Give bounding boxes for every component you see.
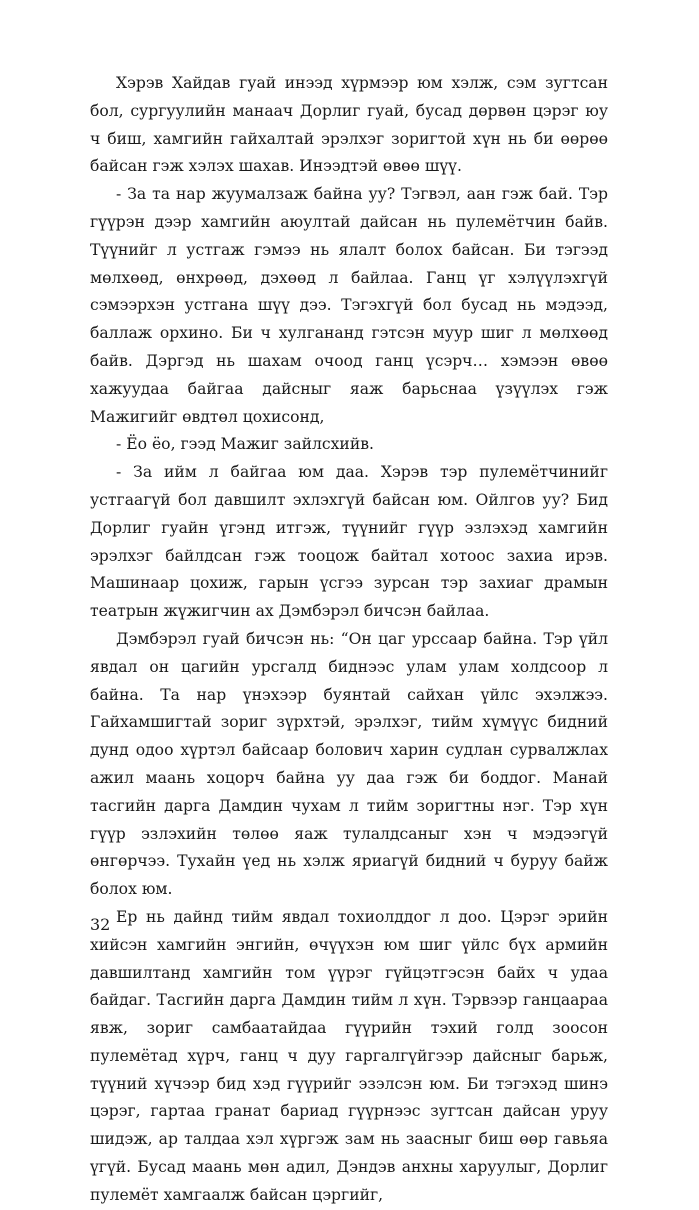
paragraph-5: Дэмбэрэл гуай бичсэн нь: “Он цаг урссаар байна. Тэр үйл явдал он цагийн урсгалд биднээс улам улам холдсоор л байна. Та нар үнэхээр буянтай сайхан үйлс эхэлжээ. Гайхамшигтай зориг зүрхтэй, эрэлхэг, тийм хүмүүс бидний дунд одоо хүртэл байсаар болович харин судлан сурвалжлах ажил маань хоцорч байна уу даа гэж би боддог. Манай тасгийн дарга Дамдин чухам л тийм зоригтны нэг. Тэр хүн гүүр эзлэхийн төлөө яаж тулалдсаныг хэн ч мэдээгүй өнгөрчээ. Тухайн үед нь хэлж яриагүй бидний ч буруу байж болох юм. <box>90 629 608 899</box>
paragraph-1: Хэрэв Хайдав гуай инээд хүрмээр юм хэлж, сэм зугтсан бол, сургуулийн манаач Дорлиг гуай, бусад дөрвөн цэрэг юу ч биш, хамгийн гайхалтай эрэлхэг зоригтой хүн нь би өөрөө байсан гэж хэлэх шахав. Инээдтэй өвөө шүү. <box>90 74 608 176</box>
paragraph-6: Ер нь дайнд тийм явдал тохиолддог л доо. Цэрэг эрийн хийсэн хамгийн энгийн, өчүүхэн юм шиг үйлс бүх армийн давшилтанд хамгийн том үүрэг гүйцэтгэсэн байх ч удаа байдаг. Тасгийн дарга Дамдин тийм л хүн. Тэрвээр ганцаараа явж, зориг самбаатайдаа гүүрийн тэхий голд зоосон пулемётад хүрч, ганц ч дуу гаргалгүйгээр дайсныг барьж, түүний хүчээр бид хэд гүүрийг эзэлсэн юм. Би тэгэхэд шинэ цэрэг, гартаа гранат бариад гүүрнээс зугтсан дайсан уруу шидэж, ар талдаа хэл хүргэж зам нь заасныг биш өөр гавьяа үгүй. Бусад маань мөн адил, Дэндэв анхны харуулыг, Дорлиг пулемёт хамгаалж байсан цэргийг, <box>90 907 608 1204</box>
paragraph-3: - Ёо ёо, гээд Мажиг зайлсхийв. <box>116 435 374 454</box>
page-number: 32 <box>90 915 111 934</box>
paragraph-2: - За та нар жуумалзаж байна уу? Тэгвэл, аан гэж бай. Тэр гүүрэн дээр хамгийн аюултай дайсан нь пулемётчин байв. Түүнийг л устгаж гэмээ нь ялалт болох байсан. Би тэгээд мөлхөөд, өнхрөөд, дэхөөд л байлаа. Ганц үг хэлүүлэхгүй сэмээрхэн устгана шүү дээ. Тэгэхгүй бол бусад нь мэдээд, баллаж орхино. Би ч хулгананд гэтсэн муур шиг л мөлхөөд байв. Дэргэд нь шахам очоод ганц үсэрч… хэмээн өвөө хажуудаа байгаа дайсныг яаж барьснаа үзүүлэх гэж Мажигийг өвдтөл цохисонд, <box>90 185 608 426</box>
body-text <box>90 70 608 1210</box>
paragraph-4: - За ийм л байгаа юм даа. Хэрэв тэр пулемётчинийг устгаагүй бол давшилт эхлэхгүй байсан юм. Ойлгов уу? Бид Дорлиг гуайн үгэнд итгэж, түүнийг гүүр эзлэхэд хамгийн эрэлхэг байлдсан гэж тооцож байтал хотоос захиа ирэв. Машинаар цохиж, гарын үсгээ зурсан тэр захиаг драмын театрын жүжигчин ах Дэмбэрэл бичсэн байлаа. <box>90 463 608 621</box>
